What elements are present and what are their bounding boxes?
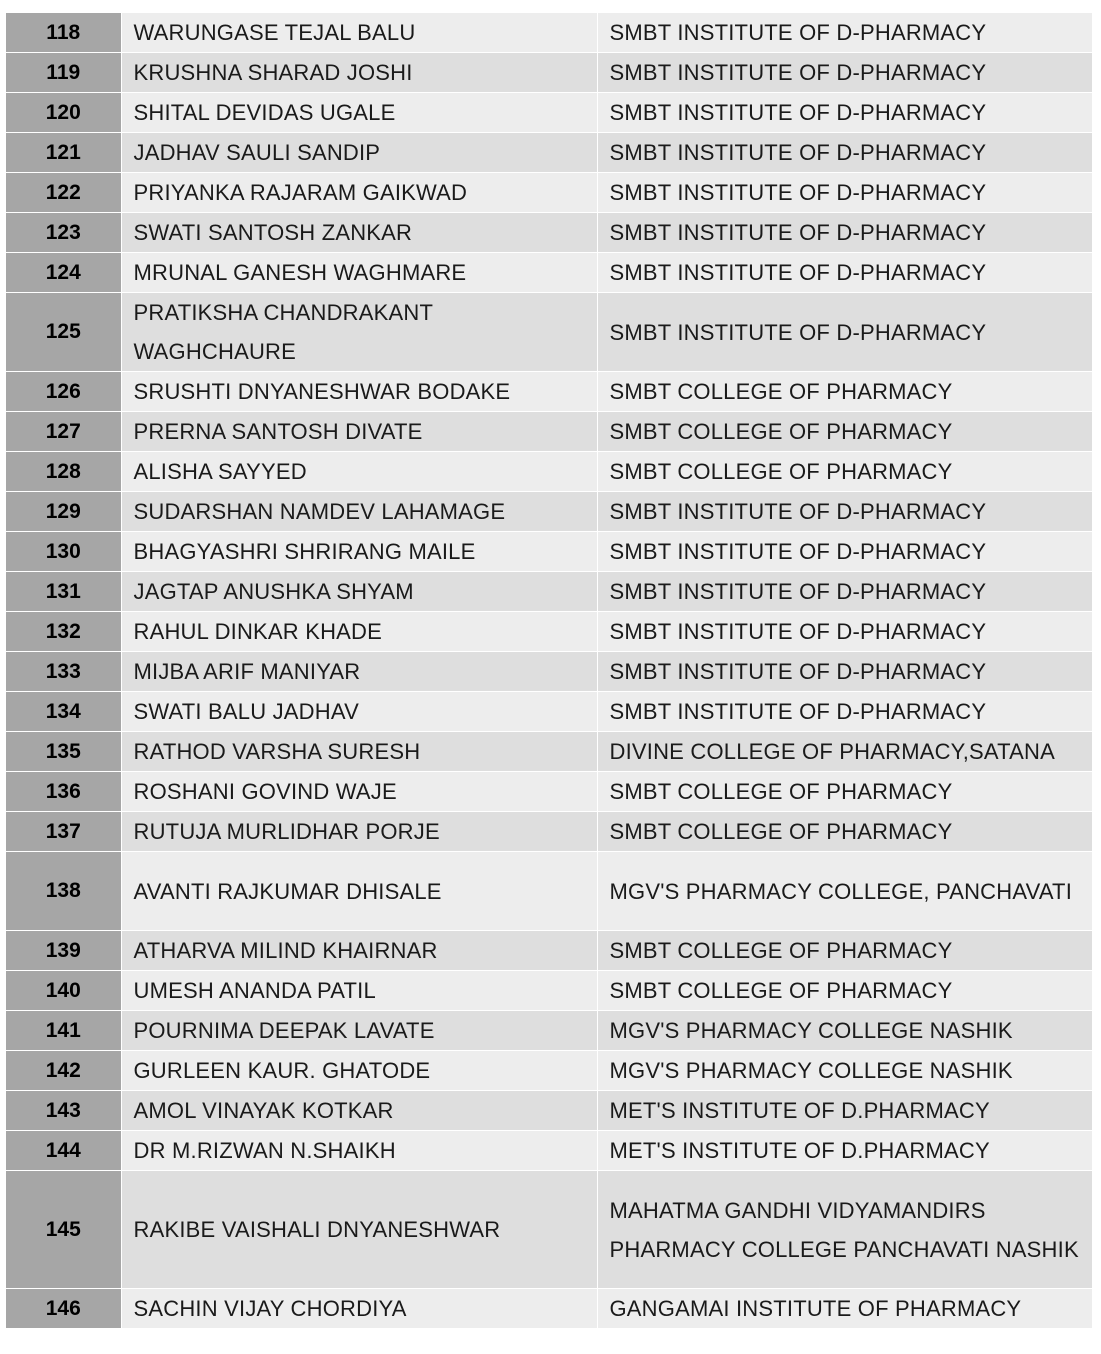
- institute-name: SMBT INSTITUTE OF D-PHARMACY: [597, 53, 1092, 93]
- institute-name: MET'S INSTITUTE OF D.PHARMACY: [597, 1091, 1092, 1131]
- institute-name: SMBT COLLEGE OF PHARMACY: [597, 372, 1092, 412]
- participant-name: POURNIMA DEEPAK LAVATE: [121, 1011, 597, 1051]
- institute-name: SMBT INSTITUTE OF D-PHARMACY: [597, 293, 1092, 372]
- table-row: [6, 971, 1092, 1011]
- table-row: [6, 1171, 1092, 1289]
- institute-name: SMBT INSTITUTE OF D-PHARMACY: [597, 133, 1092, 173]
- row-number: 131: [6, 572, 121, 612]
- table-row: [6, 492, 1092, 532]
- table-row: [6, 1051, 1092, 1091]
- institute-name: MGV'S PHARMACY COLLEGE, PANCHAVATI: [597, 852, 1092, 931]
- institute-name: SMBT INSTITUTE OF D-PHARMACY: [597, 93, 1092, 133]
- participant-name: PRATIKSHA CHANDRAKANT WAGHCHAURE: [121, 293, 597, 372]
- participant-name: SWATI BALU JADHAV: [121, 692, 597, 732]
- participant-table: [6, 13, 1092, 1329]
- institute-name: SMBT INSTITUTE OF D-PHARMACY: [597, 213, 1092, 253]
- row-number: 119: [6, 53, 121, 93]
- row-number: 125: [6, 293, 121, 372]
- participant-name: PRIYANKA RAJARAM GAIKWAD: [121, 173, 597, 213]
- row-number: 132: [6, 612, 121, 652]
- table-row: [6, 772, 1092, 812]
- row-number: 120: [6, 93, 121, 133]
- institute-name: SMBT INSTITUTE OF D-PHARMACY: [597, 612, 1092, 652]
- row-number: 121: [6, 133, 121, 173]
- row-number: 134: [6, 692, 121, 732]
- participant-name: SHITAL DEVIDAS UGALE: [121, 93, 597, 133]
- row-number: 140: [6, 971, 121, 1011]
- row-number: 124: [6, 253, 121, 293]
- table-row: [6, 1011, 1092, 1051]
- row-number: 144: [6, 1131, 121, 1171]
- institute-name: SMBT COLLEGE OF PHARMACY: [597, 412, 1092, 452]
- row-number: 146: [6, 1289, 121, 1329]
- table-row: [6, 53, 1092, 93]
- institute-name: SMBT COLLEGE OF PHARMACY: [597, 772, 1092, 812]
- participant-name: BHAGYASHRI SHRIRANG MAILE: [121, 532, 597, 572]
- institute-name: SMBT INSTITUTE OF D-PHARMACY: [597, 572, 1092, 612]
- participant-name: JAGTAP ANUSHKA SHYAM: [121, 572, 597, 612]
- table-row: [6, 532, 1092, 572]
- participant-name: GURLEEN KAUR. GHATODE: [121, 1051, 597, 1091]
- institute-name: SMBT COLLEGE OF PHARMACY: [597, 931, 1092, 971]
- table-row: [6, 412, 1092, 452]
- participant-table-page: [6, 13, 1092, 1329]
- row-number: 142: [6, 1051, 121, 1091]
- participant-name: RUTUJA MURLIDHAR PORJE: [121, 812, 597, 852]
- participant-name: JADHAV SAULI SANDIP: [121, 133, 597, 173]
- row-number: 136: [6, 772, 121, 812]
- participant-name: ROSHANI GOVIND WAJE: [121, 772, 597, 812]
- table-row: [6, 652, 1092, 692]
- table-row: [6, 1091, 1092, 1131]
- row-number: 127: [6, 412, 121, 452]
- row-number: 135: [6, 732, 121, 772]
- row-number: 137: [6, 812, 121, 852]
- institute-name: SMBT INSTITUTE OF D-PHARMACY: [597, 13, 1092, 53]
- table-row: [6, 852, 1092, 931]
- participant-name: MRUNAL GANESH WAGHMARE: [121, 253, 597, 293]
- row-number: 133: [6, 652, 121, 692]
- participant-name: RAHUL DINKAR KHADE: [121, 612, 597, 652]
- table-row: [6, 732, 1092, 772]
- institute-name: SMBT COLLEGE OF PHARMACY: [597, 452, 1092, 492]
- participant-name: RATHOD VARSHA SURESH: [121, 732, 597, 772]
- participant-name: AVANTI RAJKUMAR DHISALE: [121, 852, 597, 931]
- row-number: 138: [6, 852, 121, 931]
- participant-name: RAKIBE VAISHALI DNYANESHWAR: [121, 1171, 597, 1289]
- row-number: 126: [6, 372, 121, 412]
- participant-name: ALISHA SAYYED: [121, 452, 597, 492]
- table-row: [6, 812, 1092, 852]
- table-row: [6, 692, 1092, 732]
- institute-name: MET'S INSTITUTE OF D.PHARMACY: [597, 1131, 1092, 1171]
- row-number: 130: [6, 532, 121, 572]
- table-row: [6, 253, 1092, 293]
- institute-name: SMBT COLLEGE OF PHARMACY: [597, 812, 1092, 852]
- row-number: 123: [6, 213, 121, 253]
- institute-name: SMBT INSTITUTE OF D-PHARMACY: [597, 532, 1092, 572]
- participant-name: SUDARSHAN NAMDEV LAHAMAGE: [121, 492, 597, 532]
- row-number: 128: [6, 452, 121, 492]
- row-number: 143: [6, 1091, 121, 1131]
- institute-name: SMBT INSTITUTE OF D-PHARMACY: [597, 253, 1092, 293]
- participant-name: SWATI SANTOSH ZANKAR: [121, 213, 597, 253]
- participant-name: ATHARVA MILIND KHAIRNAR: [121, 931, 597, 971]
- institute-name: MAHATMA GANDHI VIDYAMANDIRS PHARMACY COLLEGE PANCHAVATI NASHIK: [597, 1171, 1092, 1289]
- row-number: 145: [6, 1171, 121, 1289]
- participant-name: SRUSHTI DNYANESHWAR BODAKE: [121, 372, 597, 412]
- participant-name: PRERNA SANTOSH DIVATE: [121, 412, 597, 452]
- institute-name: SMBT INSTITUTE OF D-PHARMACY: [597, 173, 1092, 213]
- institute-name: DIVINE COLLEGE OF PHARMACY,SATANA: [597, 732, 1092, 772]
- table-row: [6, 93, 1092, 133]
- participant-name: SACHIN VIJAY CHORDIYA: [121, 1289, 597, 1329]
- table-row: [6, 13, 1092, 53]
- institute-name: GANGAMAI INSTITUTE OF PHARMACY: [597, 1289, 1092, 1329]
- table-row: [6, 372, 1092, 412]
- row-number: 139: [6, 931, 121, 971]
- row-number: 118: [6, 13, 121, 53]
- table-row: [6, 173, 1092, 213]
- institute-name: MGV'S PHARMACY COLLEGE NASHIK: [597, 1051, 1092, 1091]
- institute-name: SMBT INSTITUTE OF D-PHARMACY: [597, 492, 1092, 532]
- table-row: [6, 133, 1092, 173]
- institute-name: SMBT COLLEGE OF PHARMACY: [597, 971, 1092, 1011]
- table-row: [6, 612, 1092, 652]
- participant-name: KRUSHNA SHARAD JOSHI: [121, 53, 597, 93]
- table-row: [6, 1131, 1092, 1171]
- institute-name: SMBT INSTITUTE OF D-PHARMACY: [597, 692, 1092, 732]
- institute-name: SMBT INSTITUTE OF D-PHARMACY: [597, 652, 1092, 692]
- table-row: [6, 452, 1092, 492]
- participant-name: AMOL VINAYAK KOTKAR: [121, 1091, 597, 1131]
- participant-name: MIJBA ARIF MANIYAR: [121, 652, 597, 692]
- institute-name: MGV'S PHARMACY COLLEGE NASHIK: [597, 1011, 1092, 1051]
- table-row: [6, 213, 1092, 253]
- table-row: [6, 931, 1092, 971]
- row-number: 129: [6, 492, 121, 532]
- participant-name: DR M.RIZWAN N.SHAIKH: [121, 1131, 597, 1171]
- row-number: 122: [6, 173, 121, 213]
- row-number: 141: [6, 1011, 121, 1051]
- table-row: [6, 572, 1092, 612]
- table-row: [6, 293, 1092, 372]
- table-row: [6, 1289, 1092, 1329]
- participant-name: UMESH ANANDA PATIL: [121, 971, 597, 1011]
- participant-name: WARUNGASE TEJAL BALU: [121, 13, 597, 53]
